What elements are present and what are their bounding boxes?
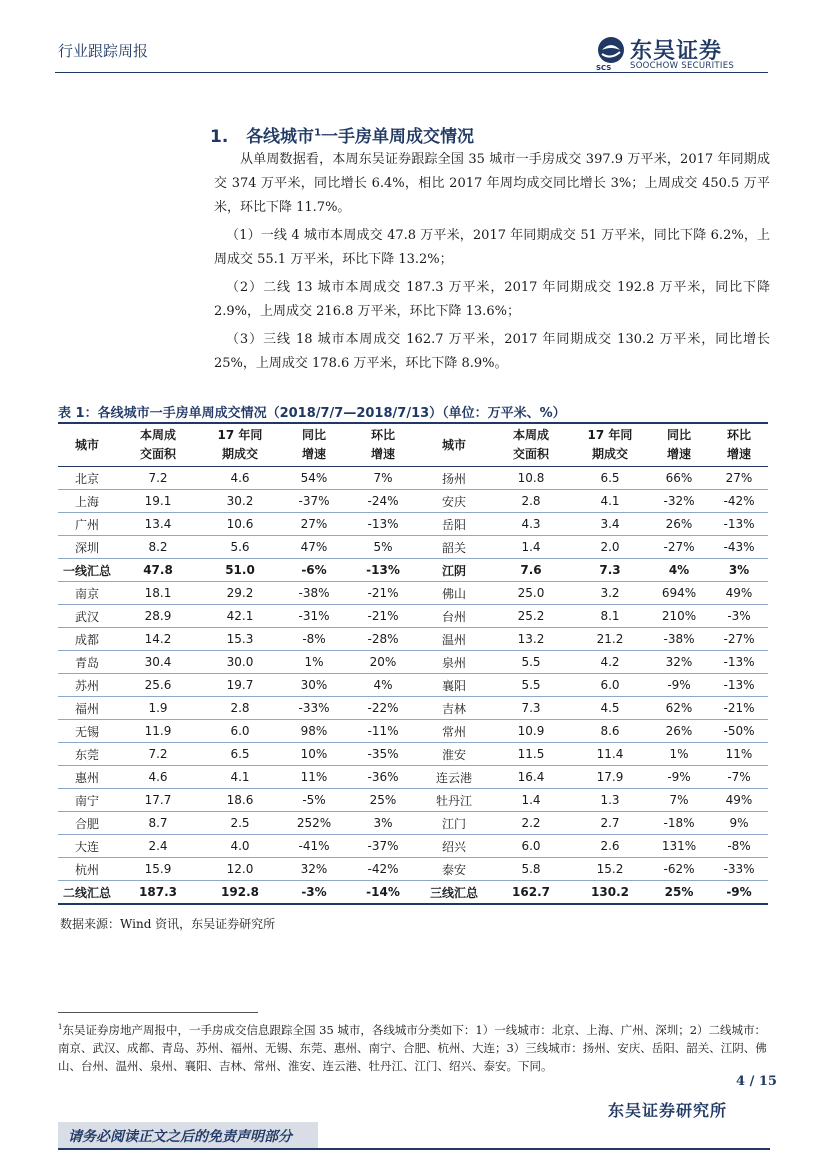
- table-cell: -24%: [348, 490, 418, 513]
- table-cell: 4%: [348, 674, 418, 697]
- table-cell: 4.3: [490, 513, 572, 536]
- table-cell: -50%: [710, 720, 768, 743]
- table-cell: 11.5: [490, 743, 572, 766]
- table-cell: 佛山: [418, 582, 490, 605]
- table-cell: 17.9: [572, 766, 648, 789]
- table-cell: 4.2: [572, 651, 648, 674]
- table-cell: 32%: [280, 858, 348, 881]
- table-cell: -22%: [348, 697, 418, 720]
- table-row: [58, 605, 768, 628]
- section-number: 1.: [210, 127, 229, 147]
- table-cell: 62%: [648, 697, 710, 720]
- col-header: 同比 增速: [648, 423, 710, 467]
- table-cell: -21%: [348, 582, 418, 605]
- section-title-part1: 各线城市: [246, 127, 315, 147]
- table-cell: 47%: [280, 536, 348, 559]
- table-cell: 4.5: [572, 697, 648, 720]
- paragraph-tier1: （1）一线 4 城市本周成交 47.8 万平米，2017 年同期成交 51 万平米，同比下降 6.2%，上周成交 55.1 万平米，环比下降 13.2%；: [214, 228, 770, 267]
- table-cell: 安庆: [418, 490, 490, 513]
- table-cell: 130.2: [572, 881, 648, 905]
- table-cell: 惠州: [58, 766, 116, 789]
- city-transactions-table: [58, 422, 768, 905]
- table-cell: 210%: [648, 605, 710, 628]
- table-cell: 7.2: [116, 467, 200, 490]
- table-cell: 1%: [648, 743, 710, 766]
- table-cell: 25.6: [116, 674, 200, 697]
- table-cell: 苏州: [58, 674, 116, 697]
- table-cell: 6.5: [200, 743, 280, 766]
- table-cell: 襄阳: [418, 674, 490, 697]
- table-row: [58, 766, 768, 789]
- table-cell: 岳阳: [418, 513, 490, 536]
- table-cell: 2.5: [200, 812, 280, 835]
- paragraph-summary: 从单周数据看，本周东吴证券跟踪全国 35 城市一手房成交 397.9 万平米，2017 年同期成交 374 万平米，同比增长 6.4%，相比 2017 年周均成交同比增长 3%；上周成交 450.5 万平米，环比下降 11.7%。: [214, 152, 770, 215]
- table-cell: 4%: [648, 559, 710, 582]
- table-cell: -3%: [710, 605, 768, 628]
- section-heading: [210, 122, 474, 147]
- table-cell: 6.5: [572, 467, 648, 490]
- table-cell: 19.1: [116, 490, 200, 513]
- table-cell: 4.1: [200, 766, 280, 789]
- table-cell: 3.2: [572, 582, 648, 605]
- table-cell: -33%: [280, 697, 348, 720]
- table-cell: -8%: [280, 628, 348, 651]
- table-cell: 14.2: [116, 628, 200, 651]
- table-cell: -33%: [710, 858, 768, 881]
- table-cell: 2.7: [572, 812, 648, 835]
- footnote-divider: [58, 1012, 258, 1013]
- table-cell: 15.3: [200, 628, 280, 651]
- table-cell: 8.6: [572, 720, 648, 743]
- table-cell: 3.4: [572, 513, 648, 536]
- table-cell: 27%: [280, 513, 348, 536]
- table-cell: -32%: [648, 490, 710, 513]
- table-row: [58, 651, 768, 674]
- table-cell: 台州: [418, 605, 490, 628]
- table-cell: 2.4: [116, 835, 200, 858]
- table-cell: 15.2: [572, 858, 648, 881]
- table-cell: 广州: [58, 513, 116, 536]
- table-cell: 26%: [648, 720, 710, 743]
- table-cell: 9%: [710, 812, 768, 835]
- table-cell: 3%: [348, 812, 418, 835]
- table-cell: -9%: [648, 766, 710, 789]
- paragraph-tier3: （3）三线 18 城市本周成交 162.7 万平米，2017 年同期成交 130.2 万平米，同比增长 25%，上周成交 178.6 万平米，环比下降 8.9%。: [214, 332, 770, 371]
- footer-org: 东吴证券研究所: [608, 1101, 728, 1120]
- table-cell: 南京: [58, 582, 116, 605]
- table-cell: 南宁: [58, 789, 116, 812]
- table-cell: -42%: [710, 490, 768, 513]
- table-cell: 北京: [58, 467, 116, 490]
- section-title-part2: 一手房单周成交情况: [321, 127, 475, 147]
- data-source: 数据来源：Wind 资讯，东吴证券研究所: [60, 917, 276, 931]
- table-cell: 66%: [648, 467, 710, 490]
- table-cell: 无锡: [58, 720, 116, 743]
- table-cell: 1%: [280, 651, 348, 674]
- table-row: [58, 628, 768, 651]
- table-cell: 10.6: [200, 513, 280, 536]
- table-cell: 6.0: [490, 835, 572, 858]
- table-cell: -18%: [648, 812, 710, 835]
- table-cell: 江门: [418, 812, 490, 835]
- table-cell: 5.5: [490, 651, 572, 674]
- table-cell: -3%: [280, 881, 348, 905]
- table-cell: -27%: [710, 628, 768, 651]
- table-cell: 5.5: [490, 674, 572, 697]
- table-cell: 13.4: [116, 513, 200, 536]
- table-cell: 192.8: [200, 881, 280, 905]
- table-cell: 98%: [280, 720, 348, 743]
- table-cell: 7%: [348, 467, 418, 490]
- table-row: [58, 812, 768, 835]
- table-cell: 上海: [58, 490, 116, 513]
- table-cell: 牡丹江: [418, 789, 490, 812]
- table-cell: -37%: [280, 490, 348, 513]
- table-cell: 30.0: [200, 651, 280, 674]
- table-cell: 吉林: [418, 697, 490, 720]
- table-cell: 21.2: [572, 628, 648, 651]
- col-header: 17 年同 期成交: [572, 423, 648, 467]
- table-cell: 25%: [648, 881, 710, 905]
- table-cell: 7.3: [572, 559, 648, 582]
- table-row: [58, 697, 768, 720]
- table-cell: 13.2: [490, 628, 572, 651]
- col-header: 17 年同 期成交: [200, 423, 280, 467]
- table-cell: 深圳: [58, 536, 116, 559]
- col-header: 同比 增速: [280, 423, 348, 467]
- table-cell: 16.4: [490, 766, 572, 789]
- table-cell: 淮安: [418, 743, 490, 766]
- table-cell: -31%: [280, 605, 348, 628]
- table-cell: 10.9: [490, 720, 572, 743]
- table-cell: 27%: [710, 467, 768, 490]
- table-cell: 25.2: [490, 605, 572, 628]
- table-cell: 2.2: [490, 812, 572, 835]
- table-cell: 20%: [348, 651, 418, 674]
- table-row: [58, 881, 768, 905]
- table-cell: -5%: [280, 789, 348, 812]
- table-cell: 成都: [58, 628, 116, 651]
- table-cell: 10%: [280, 743, 348, 766]
- table-cell: 15.9: [116, 858, 200, 881]
- table-cell: 2.0: [572, 536, 648, 559]
- table-cell: -8%: [710, 835, 768, 858]
- table-cell: 30.2: [200, 490, 280, 513]
- table-cell: 187.3: [116, 881, 200, 905]
- table-row: [58, 467, 768, 490]
- table-cell: 694%: [648, 582, 710, 605]
- table-cell: 11.9: [116, 720, 200, 743]
- table-row: [58, 513, 768, 536]
- table-cell: 25%: [348, 789, 418, 812]
- table-cell: 131%: [648, 835, 710, 858]
- table-cell: -14%: [348, 881, 418, 905]
- table-header-row: [58, 423, 768, 467]
- table-row: [58, 720, 768, 743]
- table-cell: -28%: [348, 628, 418, 651]
- table-cell: -11%: [348, 720, 418, 743]
- table-cell: -13%: [710, 651, 768, 674]
- table-cell: 28.9: [116, 605, 200, 628]
- table-cell: 17.7: [116, 789, 200, 812]
- table-cell: -13%: [348, 559, 418, 582]
- table-cell: 3%: [710, 559, 768, 582]
- table-cell: 泰安: [418, 858, 490, 881]
- header-dash: [764, 72, 768, 73]
- table-cell: 1.4: [490, 789, 572, 812]
- table-cell: 2.8: [490, 490, 572, 513]
- table-cell: 4.1: [572, 490, 648, 513]
- col-header: 环比 增速: [348, 423, 418, 467]
- table-cell: 4.0: [200, 835, 280, 858]
- logo-text-en: SOOCHOW SECURITIES: [630, 61, 735, 71]
- table-cell: 10.8: [490, 467, 572, 490]
- table-cell: 武汉: [58, 605, 116, 628]
- table-cell: 连云港: [418, 766, 490, 789]
- table-cell: 8.2: [116, 536, 200, 559]
- logo-mark-icon: [596, 36, 626, 66]
- table-cell: 5%: [348, 536, 418, 559]
- table-cell: 11%: [280, 766, 348, 789]
- table-cell: -9%: [648, 674, 710, 697]
- footnote-text: 东吴证券房地产周报中，一手房成交信息跟踪全国 35 城市，各线城市分类如下：1）一线城市：北京、上海、广州、深圳；2）二线城市：南京、武汉、成都、青岛、苏州、福州、无锡、东莞、惠州、南宁、合肥、杭州、大连；3）三线城市：扬州、安庆、岳阳、韶关、江阴、佛山、台州、温州、泉州、襄阳、吉林、常州、淮安、连云港、牡丹江、江门、绍兴、泰安。下同。: [58, 1022, 767, 1073]
- table-row: [58, 835, 768, 858]
- table-cell: 温州: [418, 628, 490, 651]
- table-cell: 12.0: [200, 858, 280, 881]
- logo-text-scs: SCS: [596, 64, 612, 72]
- table-cell: -6%: [280, 559, 348, 582]
- table-cell: 32%: [648, 651, 710, 674]
- table-cell: 252%: [280, 812, 348, 835]
- table-cell: 29.2: [200, 582, 280, 605]
- table-cell: -37%: [348, 835, 418, 858]
- table-cell: 常州: [418, 720, 490, 743]
- table-cell: 江阴: [418, 559, 490, 582]
- table-cell: 东莞: [58, 743, 116, 766]
- logo-text-cn: 东吴证券: [630, 39, 723, 64]
- table-cell: 1.3: [572, 789, 648, 812]
- table-cell: 1.4: [490, 536, 572, 559]
- table-row: [58, 490, 768, 513]
- table-cell: 49%: [710, 789, 768, 812]
- table-row: [58, 789, 768, 812]
- footnote-ref[interactable]: 1: [314, 127, 322, 139]
- table-row: [58, 858, 768, 881]
- paragraph-tier2: （2）二线 13 城市本周成交 187.3 万平米，2017 年同期成交 192.8 万平米，同比下降 2.9%，上周成交 216.8 万平米，环比下降 13.6%；: [214, 280, 770, 319]
- table-cell: 7.3: [490, 697, 572, 720]
- table-cell: 4.6: [116, 766, 200, 789]
- table-cell: 一线汇总: [58, 559, 116, 582]
- table-cell: 1.9: [116, 697, 200, 720]
- table-cell: -7%: [710, 766, 768, 789]
- table-cell: -21%: [710, 697, 768, 720]
- table-cell: 47.8: [116, 559, 200, 582]
- table-cell: 18.1: [116, 582, 200, 605]
- table-cell: 大连: [58, 835, 116, 858]
- table-cell: 30%: [280, 674, 348, 697]
- table-cell: -42%: [348, 858, 418, 881]
- table-cell: 30.4: [116, 651, 200, 674]
- footer-divider: [58, 1148, 770, 1150]
- table-cell: -13%: [710, 513, 768, 536]
- table-cell: 2.8: [200, 697, 280, 720]
- table-row: [58, 582, 768, 605]
- table-cell: 26%: [648, 513, 710, 536]
- table-cell: 5.6: [200, 536, 280, 559]
- table-cell: 扬州: [418, 467, 490, 490]
- table-cell: 7.6: [490, 559, 572, 582]
- table-cell: 5.8: [490, 858, 572, 881]
- col-header: 环比 增速: [710, 423, 768, 467]
- table-cell: -13%: [348, 513, 418, 536]
- table-cell: 8.7: [116, 812, 200, 835]
- table-cell: -38%: [280, 582, 348, 605]
- table-cell: -35%: [348, 743, 418, 766]
- table-cell: 25.0: [490, 582, 572, 605]
- table-cell: -13%: [710, 674, 768, 697]
- page-number: 4 / 15: [736, 1074, 777, 1089]
- table-cell: 6.0: [572, 674, 648, 697]
- footnote-mark: 1: [58, 1023, 63, 1031]
- table-cell: 7.2: [116, 743, 200, 766]
- table-caption: 表 1：各线城市一手房单周成交情况（2018/7/7—2018/7/13）（单位：万平米、%）: [58, 406, 566, 421]
- table-cell: -36%: [348, 766, 418, 789]
- table-cell: 4.6: [200, 467, 280, 490]
- table-cell: 三线汇总: [418, 881, 490, 905]
- table-cell: 11.4: [572, 743, 648, 766]
- table-cell: 8.1: [572, 605, 648, 628]
- table-row: [58, 674, 768, 697]
- company-logo: [596, 34, 766, 74]
- report-type-label: 行业跟踪周报: [58, 42, 149, 60]
- col-header: 城市: [58, 423, 116, 467]
- footnote: [58, 1018, 770, 1075]
- table-cell: 泉州: [418, 651, 490, 674]
- table-cell: 51.0: [200, 559, 280, 582]
- table-cell: 7%: [648, 789, 710, 812]
- table-cell: -62%: [648, 858, 710, 881]
- col-header: 城市: [418, 423, 490, 467]
- table-cell: 韶关: [418, 536, 490, 559]
- table-cell: -21%: [348, 605, 418, 628]
- table-cell: 18.6: [200, 789, 280, 812]
- table-cell: 54%: [280, 467, 348, 490]
- table-row: [58, 743, 768, 766]
- table-cell: 162.7: [490, 881, 572, 905]
- header-divider: [55, 72, 767, 73]
- table-cell: 19.7: [200, 674, 280, 697]
- col-header: 本周成 交面积: [490, 423, 572, 467]
- table-cell: 杭州: [58, 858, 116, 881]
- col-header: 本周成 交面积: [116, 423, 200, 467]
- table-cell: -41%: [280, 835, 348, 858]
- table-cell: 合肥: [58, 812, 116, 835]
- table-cell: 49%: [710, 582, 768, 605]
- table-row: [58, 536, 768, 559]
- table-cell: -43%: [710, 536, 768, 559]
- table-cell: 42.1: [200, 605, 280, 628]
- table-cell: 福州: [58, 697, 116, 720]
- table-cell: 青岛: [58, 651, 116, 674]
- disclaimer-text[interactable]: 请务必阅读正文之后的免责声明部分: [68, 1129, 292, 1145]
- table-cell: 二线汇总: [58, 881, 116, 905]
- table-cell: -27%: [648, 536, 710, 559]
- table-cell: 6.0: [200, 720, 280, 743]
- table-cell: -9%: [710, 881, 768, 905]
- table-cell: 绍兴: [418, 835, 490, 858]
- table-cell: -38%: [648, 628, 710, 651]
- table-cell: 2.6: [572, 835, 648, 858]
- table-cell: 11%: [710, 743, 768, 766]
- table-row: [58, 559, 768, 582]
